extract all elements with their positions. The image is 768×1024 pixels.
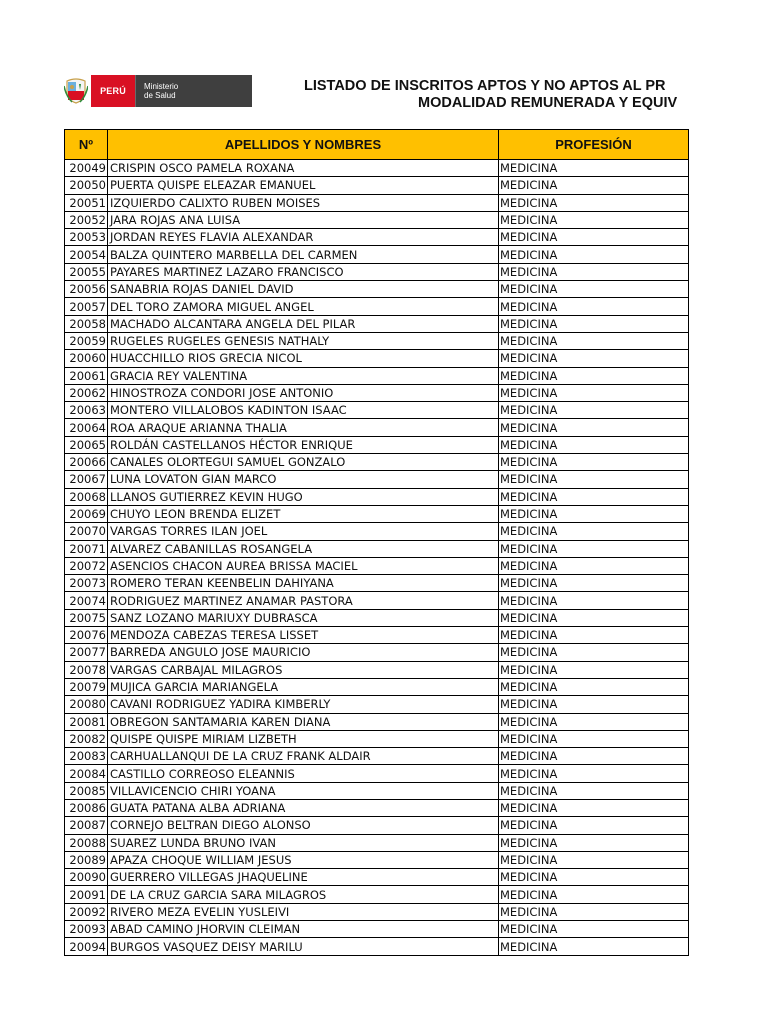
- row-name: GRACIA REY VALENTINA: [108, 367, 499, 384]
- row-number: 20053: [65, 229, 108, 246]
- row-name: MACHADO ALCANTARA ANGELA DEL PILAR: [108, 315, 499, 332]
- row-number: 20065: [65, 436, 108, 453]
- row-profession: MEDICINA: [499, 384, 689, 401]
- row-name: BARREDA ANGULO JOSE MAURICIO: [108, 644, 499, 661]
- row-name: VARGAS CARBAJAL MILAGROS: [108, 661, 499, 678]
- row-profession: MEDICINA: [499, 869, 689, 886]
- row-number: 20064: [65, 419, 108, 436]
- row-name: RODRIGUEZ MARTINEZ ANAMAR PASTORA: [108, 592, 499, 609]
- row-name: MONTERO VILLALOBOS KADINTON ISAAC: [108, 402, 499, 419]
- row-name: ROMERO TERAN KEENBELIN DAHIYANA: [108, 575, 499, 592]
- row-number: 20074: [65, 592, 108, 609]
- row-profession: MEDICINA: [499, 350, 689, 367]
- row-name: BURGOS VASQUEZ DEISY MARILU: [108, 938, 499, 955]
- row-number: 20051: [65, 194, 108, 211]
- row-name: JARA ROJAS ANA LUISA: [108, 211, 499, 228]
- row-name: SANZ LOZANO MARIUXY DUBRASCA: [108, 609, 499, 626]
- row-name: ALVAREZ CABANILLAS ROSANGELA: [108, 540, 499, 557]
- row-profession: MEDICINA: [499, 332, 689, 349]
- table-row: [65, 644, 689, 661]
- table-row: [65, 505, 689, 522]
- row-profession: MEDICINA: [499, 765, 689, 782]
- row-name: CHUYO LEON BRENDA ELIZET: [108, 505, 499, 522]
- row-profession: MEDICINA: [499, 730, 689, 747]
- row-number: 20079: [65, 678, 108, 695]
- row-profession: MEDICINA: [499, 678, 689, 695]
- row-profession: MEDICINA: [499, 436, 689, 453]
- row-number: 20094: [65, 938, 108, 955]
- row-name: GUERRERO VILLEGAS JHAQUELINE: [108, 869, 499, 886]
- row-number: 20052: [65, 211, 108, 228]
- table-row: [65, 627, 689, 644]
- row-profession: MEDICINA: [499, 592, 689, 609]
- row-number: 20063: [65, 402, 108, 419]
- row-number: 20058: [65, 315, 108, 332]
- row-name: RUGELES RUGELES GENESIS NATHALY: [108, 332, 499, 349]
- table-row: [65, 367, 689, 384]
- minsa-logo: [61, 75, 252, 107]
- logo-ministry-line2: de Salud: [144, 91, 176, 100]
- row-name: VILLAVICENCIO CHIRI YOANA: [108, 782, 499, 799]
- row-number: 20081: [65, 713, 108, 730]
- table-row: [65, 903, 689, 920]
- row-profession: MEDICINA: [499, 886, 689, 903]
- row-number: 20085: [65, 782, 108, 799]
- row-profession: MEDICINA: [499, 748, 689, 765]
- row-profession: MEDICINA: [499, 557, 689, 574]
- row-name: CASTILLO CORREOSO ELEANNIS: [108, 765, 499, 782]
- header-number: Nº: [65, 130, 108, 160]
- row-name: PAYARES MARTINEZ LAZARO FRANCISCO: [108, 263, 499, 280]
- header-profession: PROFESIÓN: [499, 130, 689, 160]
- row-profession: MEDICINA: [499, 471, 689, 488]
- row-number: 20077: [65, 644, 108, 661]
- row-number: 20083: [65, 748, 108, 765]
- row-profession: MEDICINA: [499, 246, 689, 263]
- row-profession: MEDICINA: [499, 160, 689, 177]
- table-row: [65, 194, 689, 211]
- row-number: 20086: [65, 799, 108, 816]
- row-profession: MEDICINA: [499, 903, 689, 920]
- row-name: HINOSTROZA CONDORI JOSE ANTONIO: [108, 384, 499, 401]
- table-row: [65, 886, 689, 903]
- row-profession: MEDICINA: [499, 661, 689, 678]
- row-number: 20070: [65, 523, 108, 540]
- row-profession: MEDICINA: [499, 609, 689, 626]
- row-number: 20069: [65, 505, 108, 522]
- table-row: [65, 540, 689, 557]
- row-profession: MEDICINA: [499, 851, 689, 868]
- row-name: CANALES OLORTEGUI SAMUEL GONZALO: [108, 454, 499, 471]
- row-name: MENDOZA CABEZAS TERESA LISSET: [108, 627, 499, 644]
- row-profession: MEDICINA: [499, 177, 689, 194]
- row-number: 20071: [65, 540, 108, 557]
- row-number: 20068: [65, 488, 108, 505]
- row-profession: MEDICINA: [499, 419, 689, 436]
- row-name: HUACCHILLO RIOS GRECIA NICOL: [108, 350, 499, 367]
- logo-ministry: [135, 75, 252, 107]
- row-profession: MEDICINA: [499, 367, 689, 384]
- row-profession: MEDICINA: [499, 211, 689, 228]
- row-profession: MEDICINA: [499, 488, 689, 505]
- row-number: 20061: [65, 367, 108, 384]
- row-name: MUJICA GARCIA MARIANGELA: [108, 678, 499, 695]
- row-name: RIVERO MEZA EVELIN YUSLEIVI: [108, 903, 499, 920]
- table-row: [65, 332, 689, 349]
- row-name: GUATA PATANA ALBA ADRIANA: [108, 799, 499, 816]
- title-line-1: LISTADO DE INSCRITOS APTOS Y NO APTOS AL PR: [304, 78, 666, 94]
- table-row: [65, 661, 689, 678]
- row-name: ROLDÁN CASTELLANOS HÉCTOR ENRIQUE: [108, 436, 499, 453]
- row-name: VARGAS TORRES ILAN JOEL: [108, 523, 499, 540]
- coat-of-arms-icon: [61, 75, 91, 107]
- row-number: 20073: [65, 575, 108, 592]
- row-name: CAVANI RODRIGUEZ YADIRA KIMBERLY: [108, 696, 499, 713]
- row-profession: MEDICINA: [499, 575, 689, 592]
- row-profession: MEDICINA: [499, 281, 689, 298]
- registrants-table: [64, 129, 689, 956]
- row-name: LLANOS GUTIERREZ KEVIN HUGO: [108, 488, 499, 505]
- table-row: [65, 938, 689, 955]
- table-row: [65, 834, 689, 851]
- table-row: [65, 471, 689, 488]
- row-number: 20055: [65, 263, 108, 280]
- table-row: [65, 609, 689, 626]
- table-row: [65, 696, 689, 713]
- row-profession: MEDICINA: [499, 315, 689, 332]
- row-profession: MEDICINA: [499, 644, 689, 661]
- table-row: [65, 592, 689, 609]
- table-row: [65, 454, 689, 471]
- table-row: [65, 575, 689, 592]
- row-number: 20072: [65, 557, 108, 574]
- row-number: 20091: [65, 886, 108, 903]
- row-name: ROA ARAQUE ARIANNA THALIA: [108, 419, 499, 436]
- table-row: [65, 229, 689, 246]
- header-name: APELLIDOS Y NOMBRES: [108, 130, 499, 160]
- row-profession: MEDICINA: [499, 194, 689, 211]
- row-profession: MEDICINA: [499, 402, 689, 419]
- row-name: BALZA QUINTERO MARBELLA DEL CARMEN: [108, 246, 499, 263]
- row-name: LUNA LOVATON GIAN MARCO: [108, 471, 499, 488]
- row-name: ABAD CAMINO JHORVIN CLEIMAN: [108, 921, 499, 938]
- table-row: [65, 782, 689, 799]
- row-number: 20066: [65, 454, 108, 471]
- table-row: [65, 402, 689, 419]
- document-title: [300, 78, 768, 112]
- table-row: [65, 557, 689, 574]
- row-name: SANABRIA ROJAS DANIEL DAVID: [108, 281, 499, 298]
- row-number: 20087: [65, 817, 108, 834]
- row-profession: MEDICINA: [499, 523, 689, 540]
- table-row: [65, 263, 689, 280]
- row-number: 20060: [65, 350, 108, 367]
- row-profession: MEDICINA: [499, 540, 689, 557]
- row-number: 20059: [65, 332, 108, 349]
- table-row: [65, 315, 689, 332]
- row-name: CORNEJO BELTRAN DIEGO ALONSO: [108, 817, 499, 834]
- row-number: 20062: [65, 384, 108, 401]
- row-number: 20078: [65, 661, 108, 678]
- row-number: 20088: [65, 834, 108, 851]
- row-number: 20093: [65, 921, 108, 938]
- row-name: JORDAN REYES FLAVIA ALEXANDAR: [108, 229, 499, 246]
- row-number: 20050: [65, 177, 108, 194]
- row-name: PUERTA QUISPE ELEAZAR EMANUEL: [108, 177, 499, 194]
- table-row: [65, 419, 689, 436]
- table-row: [65, 869, 689, 886]
- table-row: [65, 177, 689, 194]
- row-name: ASENCIOS CHACON AUREA BRISSA MACIEL: [108, 557, 499, 574]
- table-row: [65, 298, 689, 315]
- table-row: [65, 799, 689, 816]
- row-profession: MEDICINA: [499, 263, 689, 280]
- table-header-row: [65, 130, 689, 160]
- row-profession: MEDICINA: [499, 298, 689, 315]
- row-profession: MEDICINA: [499, 627, 689, 644]
- row-number: 20049: [65, 160, 108, 177]
- row-name: DE LA CRUZ GARCIA SARA MILAGROS: [108, 886, 499, 903]
- row-number: 20056: [65, 281, 108, 298]
- row-profession: MEDICINA: [499, 782, 689, 799]
- row-profession: MEDICINA: [499, 921, 689, 938]
- logo-country: PERÚ: [91, 75, 135, 107]
- row-name: CRISPIN OSCO PAMELA ROXANA: [108, 160, 499, 177]
- table-row: [65, 678, 689, 695]
- table-row: [65, 817, 689, 834]
- table-row: [65, 211, 689, 228]
- row-name: SUAREZ LUNDA BRUNO IVAN: [108, 834, 499, 851]
- row-number: 20054: [65, 246, 108, 263]
- row-name: DEL TORO ZAMORA MIGUEL ANGEL: [108, 298, 499, 315]
- row-profession: MEDICINA: [499, 799, 689, 816]
- row-number: 20089: [65, 851, 108, 868]
- row-number: 20067: [65, 471, 108, 488]
- row-profession: MEDICINA: [499, 454, 689, 471]
- row-number: 20080: [65, 696, 108, 713]
- row-name: CARHUALLANQUI DE LA CRUZ FRANK ALDAIR: [108, 748, 499, 765]
- row-name: QUISPE QUISPE MIRIAM LIZBETH: [108, 730, 499, 747]
- title-line-2: MODALIDAD REMUNERADA Y EQUIV: [418, 95, 678, 111]
- row-profession: MEDICINA: [499, 696, 689, 713]
- row-name: IZQUIERDO CALIXTO RUBEN MOISES: [108, 194, 499, 211]
- table-row: [65, 350, 689, 367]
- table-row: [65, 851, 689, 868]
- table-row: [65, 921, 689, 938]
- table-row: [65, 436, 689, 453]
- table-row: [65, 160, 689, 177]
- row-name: OBREGON SANTAMARIA KAREN DIANA: [108, 713, 499, 730]
- table-row: [65, 730, 689, 747]
- table-row: [65, 523, 689, 540]
- logo-ministry-line1: Ministerio: [144, 82, 179, 91]
- table-row: [65, 281, 689, 298]
- row-profession: MEDICINA: [499, 817, 689, 834]
- row-number: 20092: [65, 903, 108, 920]
- row-number: 20084: [65, 765, 108, 782]
- table-row: [65, 488, 689, 505]
- row-profession: MEDICINA: [499, 505, 689, 522]
- row-profession: MEDICINA: [499, 713, 689, 730]
- table-row: [65, 765, 689, 782]
- row-profession: MEDICINA: [499, 834, 689, 851]
- row-number: 20076: [65, 627, 108, 644]
- table-row: [65, 246, 689, 263]
- row-number: 20082: [65, 730, 108, 747]
- table-row: [65, 748, 689, 765]
- row-number: 20090: [65, 869, 108, 886]
- row-number: 20075: [65, 609, 108, 626]
- table-row: [65, 384, 689, 401]
- row-profession: MEDICINA: [499, 229, 689, 246]
- row-profession: MEDICINA: [499, 938, 689, 955]
- table-row: [65, 713, 689, 730]
- row-number: 20057: [65, 298, 108, 315]
- row-name: APAZA CHOQUE WILLIAM JESUS: [108, 851, 499, 868]
